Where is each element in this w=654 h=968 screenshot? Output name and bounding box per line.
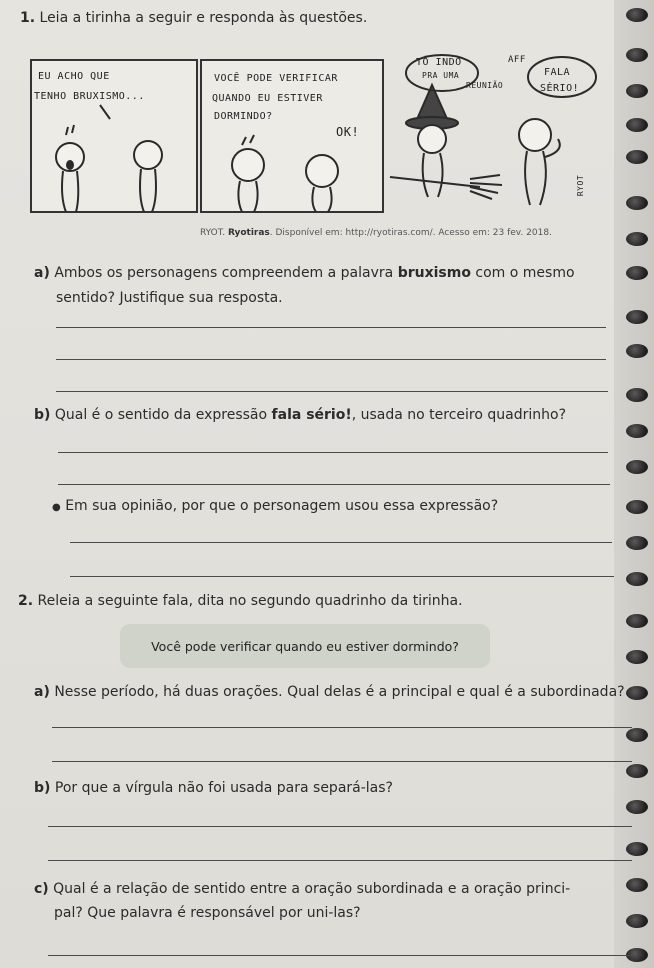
question-text: Releia a seguinte fala, dita no segundo quadrinho da tirinha.	[37, 593, 463, 609]
question-text-bold: fala sério!	[271, 407, 352, 423]
ring-icon	[626, 572, 648, 586]
ring-icon	[626, 728, 648, 742]
comic-speech-text: QUANDO EU ESTIVER	[212, 93, 323, 104]
item-label: a)	[34, 684, 50, 700]
question-1a	[34, 264, 575, 283]
question-number: 1.	[20, 10, 36, 26]
ring-icon	[626, 842, 648, 856]
item-label: a)	[34, 265, 50, 281]
answer-line[interactable]	[56, 359, 606, 360]
answer-line[interactable]	[52, 761, 632, 762]
ring-icon	[626, 460, 648, 474]
answer-line[interactable]	[48, 826, 632, 827]
question-text: Nesse período, há duas orações. Qual delas é a principal e qual é a subordinada?	[54, 684, 625, 700]
question-1a-cont: sentido? Justifique sua resposta.	[56, 290, 283, 306]
question-1b-bullet	[52, 497, 498, 517]
question-text: , usada no terceiro quadrinho?	[351, 407, 567, 423]
ring-icon	[626, 764, 648, 778]
comic-speech-text: DORMINDO?	[214, 111, 273, 122]
answer-line[interactable]	[52, 727, 632, 728]
question-1-title	[20, 9, 367, 28]
question-text: com o mesmo	[475, 265, 575, 281]
question-2c-cont: pal? Que palavra é responsável por uni-las?	[54, 905, 361, 921]
answer-line[interactable]	[56, 327, 606, 328]
comic-strip	[30, 47, 600, 222]
question-text: Por que a vírgula não foi usada para separá-las?	[54, 780, 393, 796]
ring-icon	[626, 196, 648, 210]
ring-icon	[626, 8, 648, 22]
ring-icon	[626, 84, 648, 98]
question-text: Qual é a relação de sentido entre a oração subordinada e a oração princi-	[53, 881, 571, 897]
ring-icon	[626, 424, 648, 438]
answer-line[interactable]	[48, 955, 634, 956]
question-2-title	[18, 592, 463, 611]
comic-speech-text: TENHO BRUXISMO...	[34, 91, 145, 102]
question-number: 2.	[18, 593, 34, 609]
credit-author: RYOT.	[200, 228, 226, 238]
comic-speech-text: VOCÊ PODE VERIFICAR	[214, 73, 338, 84]
question-text-bold: bruxismo	[397, 265, 471, 281]
ring-icon	[626, 388, 648, 402]
question-text: Ambos os personagens compreendem a palavra	[54, 265, 394, 281]
comic-speech-text: PRA UMA	[422, 71, 460, 80]
answer-line[interactable]	[70, 576, 614, 577]
bullet-icon: ●	[52, 502, 61, 513]
comic-speech-text: SÉRIO!	[540, 83, 580, 94]
comic-speech-text: EU ACHO QUE	[38, 71, 110, 82]
comic-credit	[200, 228, 552, 238]
ring-icon	[626, 344, 648, 358]
item-label: c)	[34, 881, 49, 897]
comic-speech-text: REUNIÃO	[466, 81, 504, 90]
comic-speech-text: AFF	[508, 55, 526, 65]
comic-speech-text: TÔ INDO	[416, 57, 462, 68]
ring-icon	[626, 878, 648, 892]
question-1b	[34, 406, 566, 425]
answer-line[interactable]	[70, 542, 612, 543]
quote-callout: Você pode verificar quando eu estiver dormindo?	[120, 624, 490, 668]
question-2a	[34, 683, 625, 702]
answer-line[interactable]	[58, 452, 608, 453]
comic-speech-text: OK!	[336, 125, 360, 139]
answer-line[interactable]	[58, 484, 610, 485]
ring-icon	[626, 310, 648, 324]
ring-icon	[626, 800, 648, 814]
question-2b	[34, 779, 393, 798]
answer-line[interactable]	[48, 860, 632, 861]
comic-speech-text: FALA	[544, 67, 571, 78]
ring-icon	[626, 118, 648, 132]
ring-icon	[626, 650, 648, 664]
answer-line[interactable]	[56, 391, 608, 392]
ring-icon	[626, 48, 648, 62]
question-2c	[34, 880, 570, 899]
item-label: b)	[34, 407, 51, 423]
question-text: Em sua opinião, por que o personagem usou essa expressão?	[65, 498, 499, 514]
ring-icon	[626, 614, 648, 628]
item-label: b)	[34, 780, 51, 796]
ring-icon	[626, 150, 648, 164]
ring-icon	[626, 232, 648, 246]
ring-icon	[626, 914, 648, 928]
credit-source: . Disponível em: http://ryotiras.com/. Acesso em: 23 fev. 2018.	[269, 228, 552, 238]
comic-signature: RYOT	[576, 174, 586, 197]
ring-icon	[626, 686, 648, 700]
ring-icon	[626, 536, 648, 550]
credit-title: Ryotiras	[227, 228, 270, 238]
ring-icon	[626, 266, 648, 280]
question-text: Qual é o sentido da expressão	[54, 407, 268, 423]
ring-icon	[626, 500, 648, 514]
spiral-binding	[614, 0, 654, 968]
question-text: Leia a tirinha a seguir e responda às questões.	[39, 10, 368, 26]
